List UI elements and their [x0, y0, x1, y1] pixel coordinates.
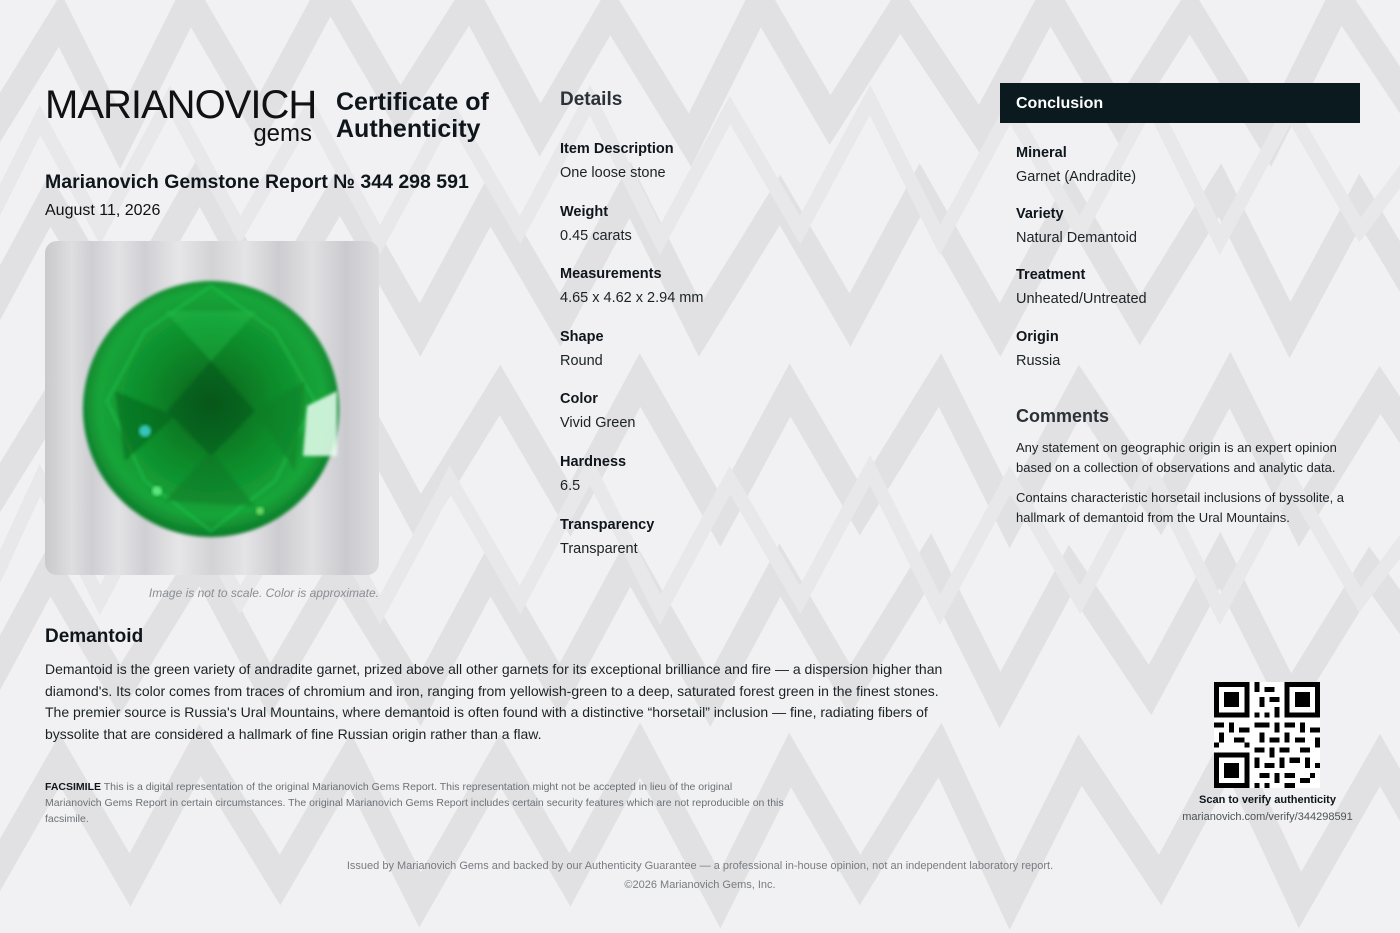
conclusion-treatment	[1016, 265, 1356, 309]
conclusion-origin	[1016, 327, 1356, 371]
facsimile-notice	[45, 779, 785, 827]
detail-value: 4.65 x 4.62 x 2.94 mm	[560, 290, 704, 306]
conclusion-value: Garnet (Andradite)	[1016, 169, 1137, 185]
detail-transparency	[560, 515, 940, 559]
report-date: August 11, 2026	[45, 202, 161, 219]
detail-value: Vivid Green	[560, 415, 636, 431]
detail-label: Color	[560, 391, 598, 407]
verify-url-link[interactable]: marianovich.com/verify/344298591	[1182, 811, 1353, 823]
conclusion-label: Treatment	[1016, 267, 1086, 283]
conclusion-label: Origin	[1016, 329, 1059, 345]
comment-inclusions: Contains characteristic horsetail inclusions of byssolite, a hallmark of demantoid from the Ural Mountains.	[1016, 490, 1345, 525]
detail-item-description	[560, 139, 940, 183]
certificate-title-line1: Certificate of	[336, 88, 489, 116]
footer-copyright: ©2026 Marianovich Gems, Inc.	[624, 879, 776, 891]
detail-value: One loose stone	[560, 165, 666, 181]
detail-value: 6.5	[560, 478, 581, 494]
conclusion-value: Natural Demantoid	[1016, 230, 1137, 246]
detail-value: 0.45 carats	[560, 228, 632, 244]
detail-label: Weight	[560, 204, 609, 220]
facsimile-text: This is a digital representation of the original Marianovich Gems Report. This representation might not be accepted in lieu of the original Marianovich Gems Report in certain circumstances. The original Marianovich Gems Report includes certain security features which are not reproducible on this facsimile.	[45, 781, 784, 825]
conclusion-header: Conclusion	[1000, 83, 1360, 123]
certificate-title-line2: Authenticity	[336, 115, 481, 143]
report-title: Marianovich Gemstone Report № 344 298 591	[45, 171, 469, 193]
comments-heading: Comments	[1016, 406, 1110, 426]
certificate-title	[336, 89, 536, 143]
detail-hardness	[560, 452, 940, 496]
detail-weight	[560, 202, 940, 246]
gemstone-image	[45, 241, 379, 575]
logo-subtitle: gems	[253, 120, 312, 147]
comment-origin-opinion: Any statement on geographic origin is an expert opinion based on a collection of observations and analytic data.	[1016, 440, 1337, 475]
detail-measurements	[560, 264, 940, 308]
description-text: Demantoid is the green variety of andradite garnet, prized above all other garnets for its exceptional brilliance and fire — a dispersion higher than diamond's. Its color comes from traces of chromium and iron, ranging from yellowish-green to a deep, saturated forest green in the finest stones. The premier source is Russia's Ural Mountains, where demantoid is often found with a distinctive “horsetail” inclusion — fine, radiating fibers of byssolite that are considered a hallmark of fine Russian origin rather than a flaw.	[45, 661, 943, 742]
detail-shape	[560, 327, 940, 371]
verify-label: Scan to verify authenticity	[1199, 794, 1336, 806]
brand-logo	[45, 83, 315, 148]
conclusion-value: Russia	[1016, 353, 1061, 369]
detail-label: Shape	[560, 329, 604, 345]
detail-value: Transparent	[560, 541, 638, 557]
detail-value: Round	[560, 353, 603, 369]
conclusion-label: Mineral	[1016, 145, 1067, 161]
detail-label: Hardness	[560, 454, 627, 470]
image-disclaimer: Image is not to scale. Color is approximate.	[148, 586, 379, 600]
facsimile-label: FACSIMILE	[45, 781, 102, 793]
conclusion-mineral	[1016, 143, 1356, 187]
conclusion-variety	[1016, 204, 1356, 248]
details-heading: Details	[560, 89, 623, 110]
conclusion-value: Unheated/Untreated	[1016, 291, 1147, 307]
detail-color	[560, 389, 940, 433]
footer-guarantee: Issued by Marianovich Gems and backed by our Authenticity Guarantee — a professional in-house opinion, not an independent laboratory report.	[346, 860, 1054, 872]
detail-label: Measurements	[560, 266, 662, 282]
description-heading: Demantoid	[45, 626, 144, 647]
qr-code-icon[interactable]	[1214, 682, 1320, 788]
conclusion-label: Variety	[1016, 206, 1064, 222]
detail-label: Item Description	[560, 141, 674, 157]
detail-label: Transparency	[560, 517, 655, 533]
logo-wordmark: MARIANOVICH	[45, 83, 317, 127]
